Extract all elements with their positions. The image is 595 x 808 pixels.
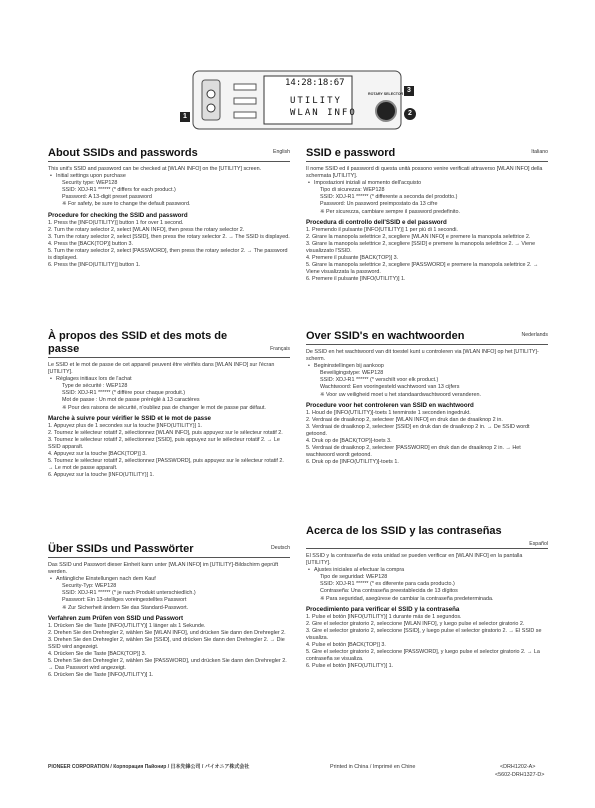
setting-line: Security-Typ: WEP128: [62, 583, 117, 590]
divider: [48, 161, 290, 162]
bullet-item: • Begininstellingen bij aankoop: [314, 363, 548, 370]
footer-company: PIONEER CORPORATION / Корпорация Пайонир / 日本先锋公司 / パイオニア株式会社: [48, 764, 250, 770]
language-label: Français: [270, 346, 290, 352]
setting-line: ※ Per sicurezza, cambiare sempre il password predefinito.: [320, 208, 460, 215]
setting-line: SSID: XDJ-R1 ****** (* differs for each product.): [62, 187, 176, 194]
footer-code-2: <5602-DRH1327-D>: [495, 772, 545, 778]
section-title: Über SSIDs und Passwörter: [48, 543, 194, 555]
procedure-heading: Verfahren zum Prüfen von SSID und Passwort: [48, 614, 184, 622]
setting-line: ※ Pour des raisons de sécurité, n'oubliez pas de changer le mot de passe par défaut.: [62, 404, 266, 411]
setting-line: ※ Voor uw veiligheid moet u het standaardwachtwoord veranderen.: [320, 391, 481, 398]
step: 3. Turn the rotary selector 2, select [SSID], then press the rotary selector 2. → The SSID is displayed.: [48, 233, 290, 240]
setting-line: ※ For safety, be sure to change the default password.: [62, 201, 191, 208]
setting-line: ※ Zur Sicherheit ändern Sie das Standard-Passwort.: [62, 604, 189, 611]
step: 1. Press the [INFO(UTILITY)] button 1 for over 1 second.: [48, 219, 184, 226]
setting-line: SSID: XDJ-R1 ****** (* je nach Produkt unterschiedlich.): [62, 590, 196, 597]
step: 3. Drehen Sie den Drehregler 2, wählen Sie [SSID], und drücken Sie dann den Drehregler 2. → Die SSID wird angezeigt.: [48, 636, 285, 650]
setting-line: Security type: WEP128: [62, 180, 118, 187]
setting-line: Passwort: Ein 13-stelliges voreingestelltes Passwort: [62, 597, 187, 604]
callout-3: 3: [404, 86, 414, 96]
divider: [48, 557, 290, 558]
procedure-heading: Procedura di controllo dell'SSID e del password: [306, 218, 447, 226]
section-espanol: [306, 525, 548, 670]
divider: [48, 357, 290, 358]
footer-code-1: <DRH1202-A>: [500, 764, 536, 770]
bullet-item: • Anfängliche Einstellungen nach dem Kauf: [56, 576, 290, 583]
intro-text: Das SSID und Passwort dieser Einheit kann unter [WLAN INFO] im [UTILITY]-Bildschirm geprüft werden.: [48, 562, 279, 576]
bullet-item: • Impostazioni iniziali al momento dell'acquisto: [314, 180, 548, 187]
setting-line: Password: Un password preimpostato da 13 cifre: [320, 201, 438, 208]
display-text-3: WLAN INFO: [290, 108, 357, 118]
setting-line: Type de sécurité : WEP128: [62, 383, 128, 390]
setting-line: Wachtwoord: Een vooringesteld wachtwoord van 13 cijfers: [320, 384, 460, 391]
step: 1. Premendo il pulsante [INFO(UTILITY)] 1 per più di 1 secondi.: [306, 226, 458, 233]
step: 4. Appuyez sur la touche [BACK(TOP)] 3.: [48, 451, 147, 458]
section-title: About SSIDs and passwords: [48, 147, 198, 159]
footer-printed: Printed in China / Imprimé en Chine: [330, 764, 416, 770]
step: 3. Gire el selector giratorio 2, seleccione [SSID], y luego pulse el selector giratorio 2. → El SSID se visualiza.: [306, 627, 542, 641]
language-label: Italiano: [531, 149, 548, 155]
section-title: À propos des SSID et des mots de passe: [48, 330, 228, 355]
knob-label: ROTARY SELECTOR: [368, 92, 404, 96]
setting-line: SSID: XDJ-R1 ****** (* verschilt voor elk product.): [320, 377, 439, 384]
section-italiano: [306, 147, 548, 283]
bullet-item: • Ajustes iniciales al efectuar la compra: [314, 567, 548, 574]
display-text-1: 14:28:18:67: [285, 78, 345, 88]
step: 5. Verdraai de draaiknop 2, selecteer [PASSWORD] en druk dan de draaiknop 2 in. → Het wachtwoord wordt getoond.: [306, 445, 521, 459]
step: 4. Press the [BACK(TOP)] button 3.: [48, 240, 133, 247]
step: 5. Drehen Sie den Drehregler 2, wählen Sie [PASSWORD], und drücken Sie dann den Drehregler 2. → Das Passwort wird angezeigt.: [48, 658, 287, 672]
step: 4. Pulse el botón [BACK(TOP)] 3.: [306, 642, 386, 649]
step: 3. Girare la manopola selettrice 2, scegliere [SSID] e premere la manopola selettrice 2. → Viene visualizzato l'SSID.: [306, 240, 536, 254]
setting-line: ※ Para seguridad, asegúrese de cambiar la contraseña predeterminada.: [320, 595, 494, 602]
section-nederlands: [306, 330, 548, 466]
intro-text: This unit's SSID and password can be checked at [WLAN INFO] on the [UTILITY] screen.: [48, 166, 262, 172]
intro-text: De SSID en het wachtwoord van dit toestel kunt u controleren via [WLAN INFO] op het [UTILITY]-scherm.: [306, 349, 539, 363]
intro-text: Il nome SSID ed il password di questa unità possono venire verificati attraverso [WLAN INFO] della schermata [UTILITY].: [306, 166, 543, 180]
divider: [306, 161, 548, 162]
bullet-item: • Initial settings upon purchase: [56, 173, 290, 180]
callout-2: 2: [404, 108, 416, 120]
intro-text: Le SSID et le mot de passe de cet appareil peuvent être vérifiés dans [WLAN INFO] sur l'écran [UTILITY].: [48, 362, 275, 376]
setting-line: SSID: XDJ-R1 ****** (* es diferente para cada producto.): [320, 581, 455, 588]
section-english: [48, 147, 290, 269]
callout-1: 1: [180, 112, 190, 122]
step: 1. Drücken Sie die Taste [INFO(UTILITY)] 1 länger als 1 Sekunde.: [48, 622, 206, 629]
section-deutsch: [48, 543, 290, 679]
setting-line: Tipo de seguridad: WEP128: [320, 574, 388, 581]
section-title: Acerca de los SSID y las contraseñas: [306, 525, 502, 537]
display-text-2: UTILITY: [290, 96, 342, 106]
step: 6. Press the [INFO(UTILITY)] button 1.: [48, 262, 141, 269]
setting-line: Tipo di sicurezza: WEP128: [320, 187, 385, 194]
procedure-heading: Procedimiento para verificar el SSID y la contraseña: [306, 605, 460, 613]
procedure-heading: Procedure voor het controleren van SSID en wachtwoord: [306, 401, 474, 409]
step: 3. Verdraai de draaiknop 2, selecteer [SSID] en druk dan de draaiknop 2 in. → De SSID wordt getoond.: [306, 423, 530, 437]
step: 1. Pulse el botón [INFO(UTILITY)] 1 durante más de 1 segundos.: [306, 613, 462, 620]
step: 2. Tournez le sélecteur rotatif 2, sélectionnez [WLAN INFO], puis appuyez sur le sélecteur rotatif 2.: [48, 429, 283, 436]
section-francais: [48, 330, 290, 479]
section-title: SSID e password: [306, 147, 396, 159]
step: 2. Drehen Sie den Drehregler 2, wählen Sie [WLAN INFO], und drücken Sie dann den Drehregler 2.: [48, 629, 286, 636]
step: 2. Turn the rotary selector 2, select [WLAN INFO], then press the rotary selector 2.: [48, 226, 245, 233]
divider: [306, 344, 548, 345]
step: 1. Appuyez plus de 1 secondes sur la touche [INFO(UTILITY)] 1.: [48, 422, 203, 429]
step: 6. Drücken Sie die Taste [INFO(UTILITY)] 1.: [48, 672, 154, 679]
setting-line: Contraseña: Una contraseña preestablecida de 13 dígitos: [320, 588, 458, 595]
step: 2. Girare la manopola selettrice 2, scegliere [WLAN INFO] e premere la manopola selettrice 2.: [306, 233, 531, 240]
step: 6. Premere il pulsante [INFO(UTILITY)] 1.: [306, 276, 406, 283]
divider: [306, 548, 548, 549]
rotary-selector-knob: [375, 100, 397, 122]
procedure-heading: Procedure for checking the SSID and password: [48, 211, 188, 219]
step: 4. Druk op de [BACK(TOP)]-toets 3.: [306, 438, 392, 445]
step: 4. Drücken Sie die Taste [BACK(TOP)] 3.: [48, 651, 147, 658]
intro-text: El SSID y la contraseña de esta unidad se pueden verificar en [WLAN INFO] en la pantalla [UTILITY].: [306, 553, 523, 567]
setting-line: Mot de passe : Un mot de passe préréglé à 13 caractères: [62, 397, 200, 404]
step: 3. Tournez le sélecteur rotatif 2, sélectionnez [SSID], puis appuyez sur le sélecteur rotatif 2. → Le SSID apparaît.: [48, 436, 280, 450]
step: 6. Pulse el botón [INFO(UTILITY)] 1.: [306, 663, 394, 670]
setting-line: SSID: XDJ-R1 ****** (* differente a seconda del prodotto.): [320, 194, 458, 201]
language-label: Español: [529, 541, 548, 547]
bullet-item: • Réglages initiaux lors de l'achat: [56, 376, 290, 383]
setting-line: Password: A 13-digit preset password: [62, 194, 152, 201]
language-label: English: [272, 149, 290, 155]
step: 5. Tournez le sélecteur rotatif 2, sélectionnez [PASSWORD], puis appuyez sur le sélecteur rotatif 2. → Le mot de passe apparaît.: [48, 458, 284, 472]
step: 2. Verdraai de draaiknop 2, selecteer [WLAN INFO] en druk dan de draaiknop 2 in.: [306, 416, 503, 423]
setting-line: Beveiligingstype: WEP128: [320, 370, 384, 377]
language-label: Deutsch: [270, 545, 290, 551]
section-title: Over SSID's en wachtwoorden: [306, 330, 465, 342]
language-label: Nederlands: [521, 332, 548, 338]
procedure-heading: Marche à suivre pour vérifier le SSID et le mot de passe: [48, 414, 212, 422]
step: 6. Appuyez sur la touche [INFO(UTILITY)] 1.: [48, 472, 155, 479]
step: 5. Turn the rotary selector 2, select [PASSWORD], then press the rotary selector 2. → The password is displayed.: [48, 247, 288, 262]
setting-line: SSID: XDJ-R1 ****** (* diffère pour chaque produit.): [62, 390, 186, 397]
step: 2. Gire el selector giratorio 2, seleccione [WLAN INFO], y luego pulse el selector giratorio 2.: [306, 620, 525, 627]
step: 6. Druk op de [INFO(UTILITY)]-toets 1.: [306, 459, 399, 466]
step: 5. Girare la manopola selettrice 2, scegliere [PASSWORD] e premere la manopola selettrice 2. → Viene visualizzata la password.: [306, 262, 539, 276]
step: 5. Gire el selector giratorio 2, seleccione [PASSWORD], y luego pulse el selector giratorio 2. → La contraseña se visualiza.: [306, 649, 540, 663]
step: 1. Houd de [INFO(UTILITY)]-toets 1 tenminste 1 seconden ingedrukt.: [306, 409, 471, 416]
step: 4. Premere il pulsante [BACK(TOP)] 3.: [306, 255, 399, 262]
